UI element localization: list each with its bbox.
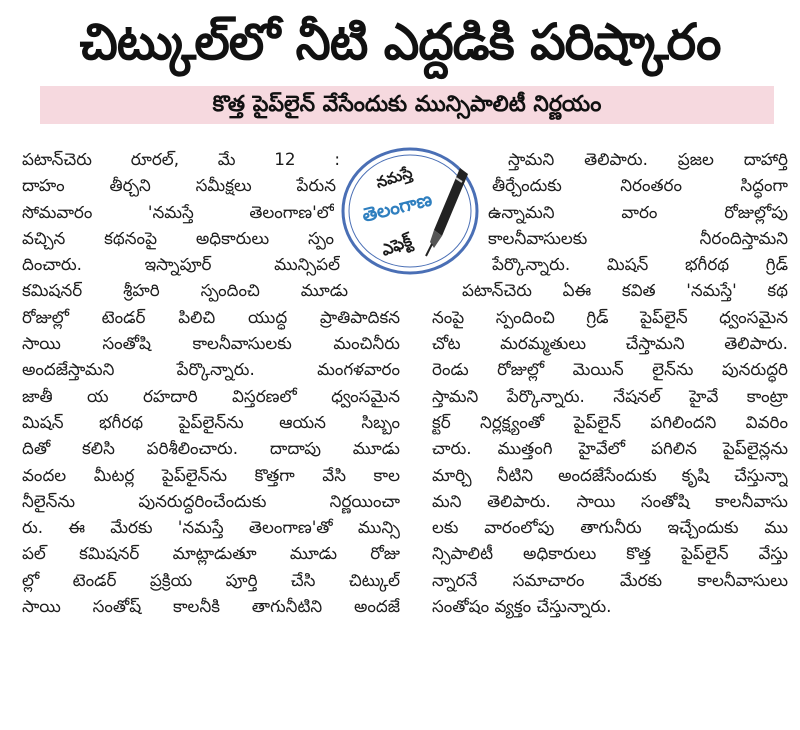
right-line-18: సంతోషం వ్యక్తం చేస్తున్నారు. bbox=[432, 596, 612, 617]
right-line-1: స్తామని తెలిపారు. ప్రజల దాహార్తి bbox=[508, 149, 788, 169]
left-line-7: రోజుల్లో టెండర్ పిలిచి యుద్ధ ప్రాతిపాదికన bbox=[22, 306, 400, 327]
subheadline-banner: కొత్త పైప్‌లైన్ వేసేందుకు మున్సిపాలిటీ నిర్ణయం bbox=[40, 86, 774, 124]
left-line-2: దాహం తీర్చని సమీక్షలు పేరున bbox=[22, 175, 336, 196]
logo-line-1: నమస్తే bbox=[373, 163, 415, 192]
right-line-13: మార్చి నీటిని అందజేసేందుకు కృషి చేస్తున్నా bbox=[432, 464, 788, 485]
right-line-6: పటాన్‌చెరు ఏఈ కవిత 'నమస్తే' కథ bbox=[462, 280, 788, 301]
right-line-12: చారు. ముత్తంగి హైవేలో పగిలిన పైప్‌లైన్లను bbox=[432, 438, 788, 459]
right-line-4: కాలనీవాసులకు నీరందిస్తామని bbox=[488, 227, 788, 248]
left-line-5: దించారు. ఇస్నాపూర్ మున్సిపల్ bbox=[22, 254, 340, 275]
right-line-2: తీర్చేందుకు నిరంతరం సిద్ధంగా bbox=[492, 175, 788, 196]
logo-line-3: ఎఫెక్ట్ bbox=[378, 230, 415, 260]
logo-line-2: తెలంగాణ bbox=[359, 188, 435, 227]
left-line-16: పల్ కమిషనర్ మాట్లాడుతూ మూడు రోజు bbox=[22, 543, 400, 564]
left-line-12: దితో కలిసి పరిశీలించారు. దాదాపు మూడు bbox=[22, 438, 400, 459]
right-line-14: మని తెలిపారు. సాయి సంతోషి కాలనీవాసు bbox=[432, 490, 788, 511]
right-line-8: చోట మరమ్మతులు చేస్తామని తెలిపారు. bbox=[432, 333, 788, 354]
left-line-8: సాయి సంతోషి కాలనీవాసులకు మంచినీరు bbox=[22, 333, 400, 354]
left-line-11: మిషన్ భగీరథ పైప్‌లైన్‌ను ఆయన సిబ్బం bbox=[22, 411, 400, 432]
left-line-18: సాయి సంతోష్ కాలనీకి తాగునీటిని అందజే bbox=[22, 596, 400, 617]
right-line-5: పేర్కొన్నారు. మిషన్ భగీరథ గ్రిడ్ bbox=[492, 254, 788, 275]
right-line-9: రెండు రోజుల్లో మెయిన్ లైన్‌ను పునరుద్ధరి bbox=[432, 359, 788, 380]
left-line-9: అందజేస్తామని పేర్కొన్నారు. మంగళవారం bbox=[22, 359, 400, 380]
left-line-4: వచ్చిన కథనంపై అధికారులు స్పం bbox=[22, 227, 334, 248]
right-line-15: లకు వారంలోపు తాగునీరు ఇచ్చేందుకు ము bbox=[432, 517, 788, 538]
right-line-7: నంపై స్పందించి గ్రిడ్ పైప్‌లైన్ ధ్వంసమైన bbox=[432, 306, 788, 327]
right-line-10: స్తామని పేర్కొన్నారు. నేషనల్ హైవే కాంట్రా bbox=[432, 385, 788, 406]
right-line-17: న్నారనే సమాచారం మేరకు కాలనీవాసులు bbox=[432, 569, 788, 590]
right-line-11: క్టర్ నిర్లక్ష్యంతో పైప్‌లైన్ పగిలిందని వివరిం bbox=[432, 411, 788, 432]
headline: చిట్కుల్‌లో నీటి ఎద్దడికి పరిష్కారం bbox=[79, 13, 721, 71]
right-column bbox=[432, 146, 788, 619]
right-line-16: న్సిపాలిటీ అధికారులు కొత్త పైప్‌లైన్ వేస్తు bbox=[432, 543, 788, 564]
left-line-10: జాతీ య రహదారి విస్తరణలో ధ్వంసమైన bbox=[22, 385, 400, 406]
left-column bbox=[22, 146, 400, 619]
left-line-17: ల్లో టెండర్ ప్రక్రియ పూర్తి చేసి చిట్కుల్ bbox=[22, 569, 400, 590]
left-line-3: సోమవారం 'నమస్తే తెలంగాణ'లో bbox=[22, 201, 334, 222]
left-line-1: పటాన్‌చెరు రూరల్, మే 12 : bbox=[22, 149, 340, 169]
left-line-6: కమిషనర్ శ్రీహరి స్పందించి మూడు bbox=[22, 280, 348, 301]
left-line-14: నీలైన్‌ను పునరుద్ధరించేందుకు నిర్ణయించా bbox=[22, 490, 400, 511]
left-line-15: రు. ఈ మేరకు 'నమస్తే తెలంగాణ'తో మున్సి bbox=[22, 517, 400, 538]
right-line-3: ఉన్నామని వారం రోజుల్లోపు bbox=[488, 201, 788, 222]
left-line-13: వందల మీటర్ల పైప్‌లైన్‌ను కొత్తగా వేసి కాల bbox=[22, 464, 400, 485]
